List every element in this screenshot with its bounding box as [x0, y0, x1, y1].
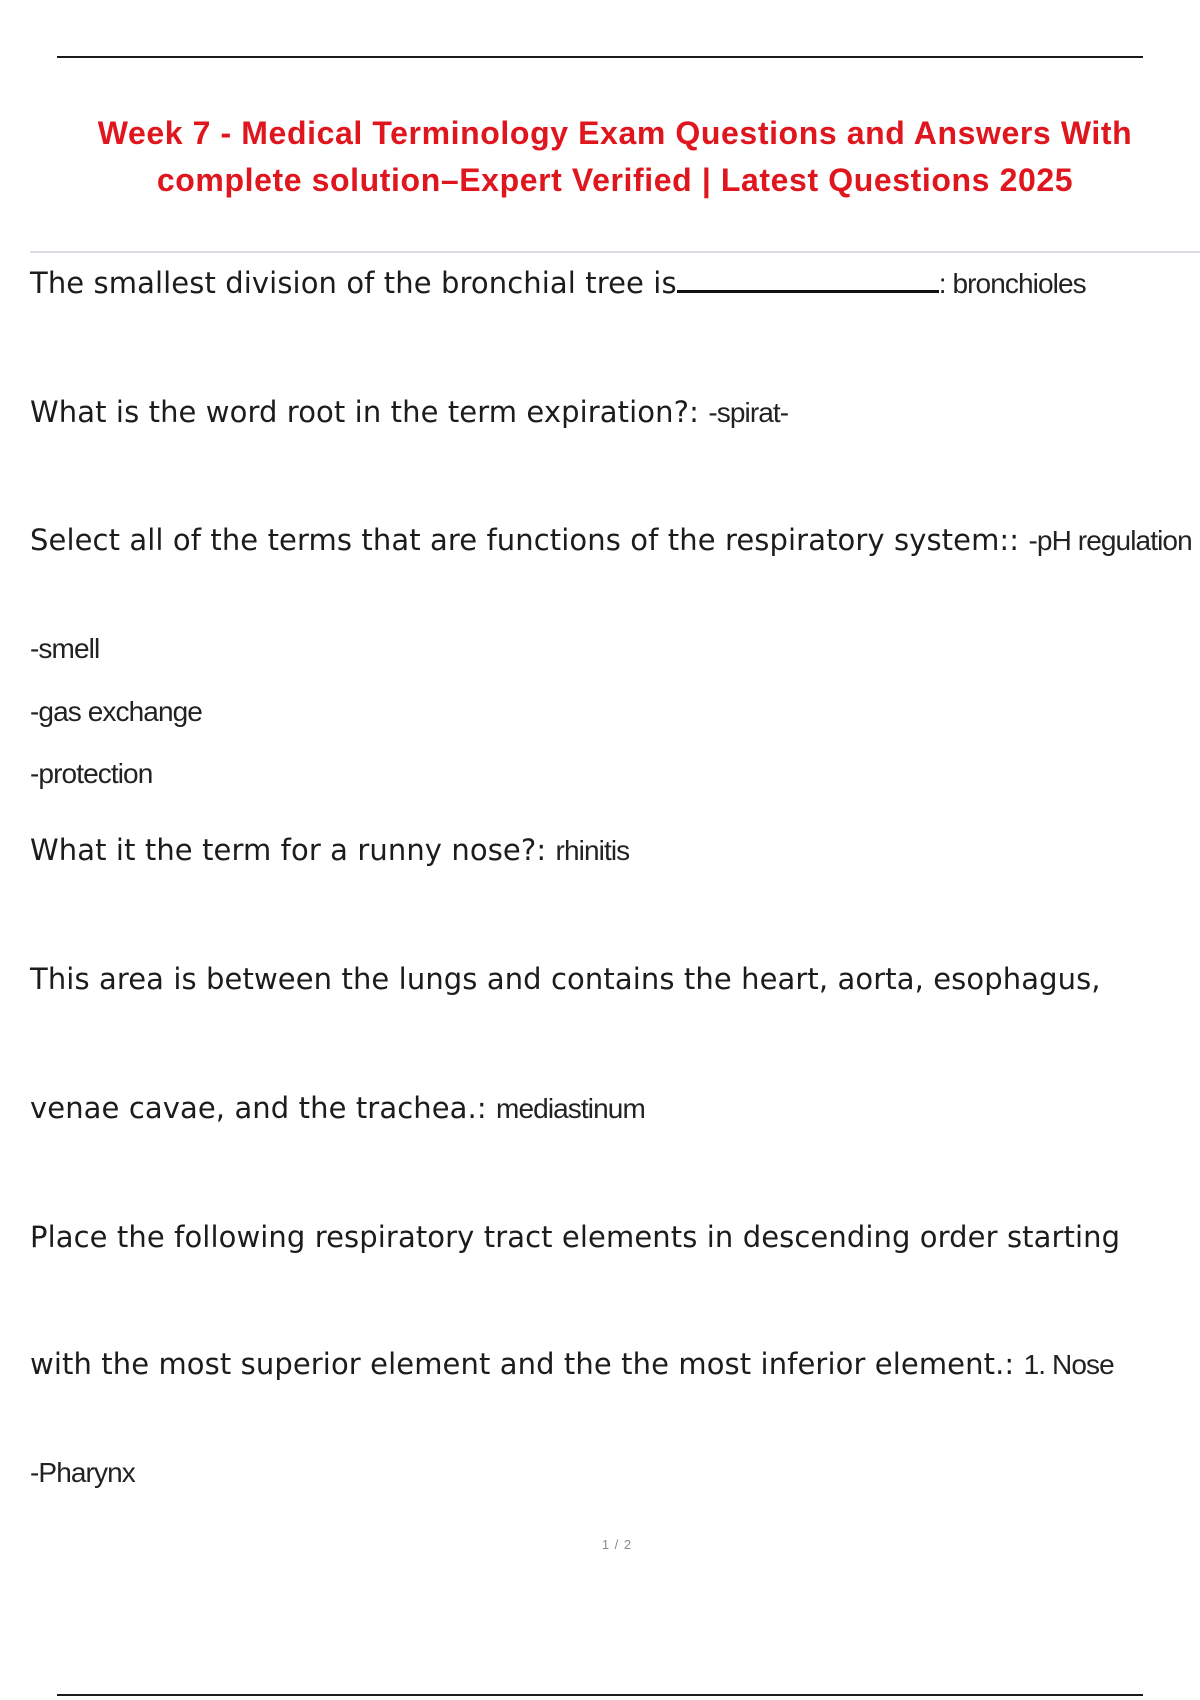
question-text: venae cavae, and the trachea.:	[30, 1091, 497, 1125]
qa-item-6-line-1	[30, 1220, 1120, 1254]
answer-text: -spirat-	[708, 397, 789, 428]
answer-text: 1. Nose	[1023, 1349, 1114, 1380]
title-line-1: Week 7 - Medical Terminology Exam Questions and Answers With	[97, 115, 1133, 151]
top-rule	[57, 56, 1143, 58]
answer-blank	[677, 290, 939, 293]
answer-text: -pH regulation	[1028, 525, 1192, 556]
page-number: 1 / 2	[601, 1537, 633, 1552]
qa-item-3	[30, 523, 1192, 557]
question-text: The smallest division of the bronchial tree is	[30, 266, 677, 300]
qa-item-1	[30, 266, 1086, 300]
qa-item-6-line-2	[30, 1347, 1114, 1381]
question-text: Place the following respiratory tract elements in descending order starting	[30, 1220, 1121, 1254]
qa-item-4	[30, 833, 629, 867]
document-title	[30, 110, 1200, 204]
title-line-2: complete solution–Expert Verified | Latest Questions 2025	[156, 162, 1074, 198]
answer-option: -Pharynx	[30, 1457, 135, 1488]
answer-text: rhinitis	[555, 835, 630, 866]
qa-item-5-line-1	[30, 962, 1101, 996]
question-text: What it the term for a runny nose?:	[30, 833, 556, 867]
question-text: Select all of the terms that are functions of the respiratory system::	[30, 523, 1029, 557]
qa-item-5-line-2	[30, 1091, 645, 1125]
answer-text: : bronchioles	[938, 268, 1086, 299]
answer-text: mediastinum	[496, 1093, 645, 1124]
answer-option: -smell	[30, 633, 100, 664]
qa-item-2	[30, 395, 788, 429]
question-text: What is the word root in the term expiration?:	[30, 395, 709, 429]
answer-option: -protection	[30, 758, 153, 789]
answer-option: -gas exchange	[30, 696, 202, 727]
title-divider	[30, 251, 1200, 253]
bottom-rule	[57, 1694, 1143, 1696]
question-text: with the most superior element and the the most inferior element.:	[30, 1347, 1024, 1381]
question-text: This area is between the lungs and contains the heart, aorta, esophagus,	[30, 962, 1101, 996]
